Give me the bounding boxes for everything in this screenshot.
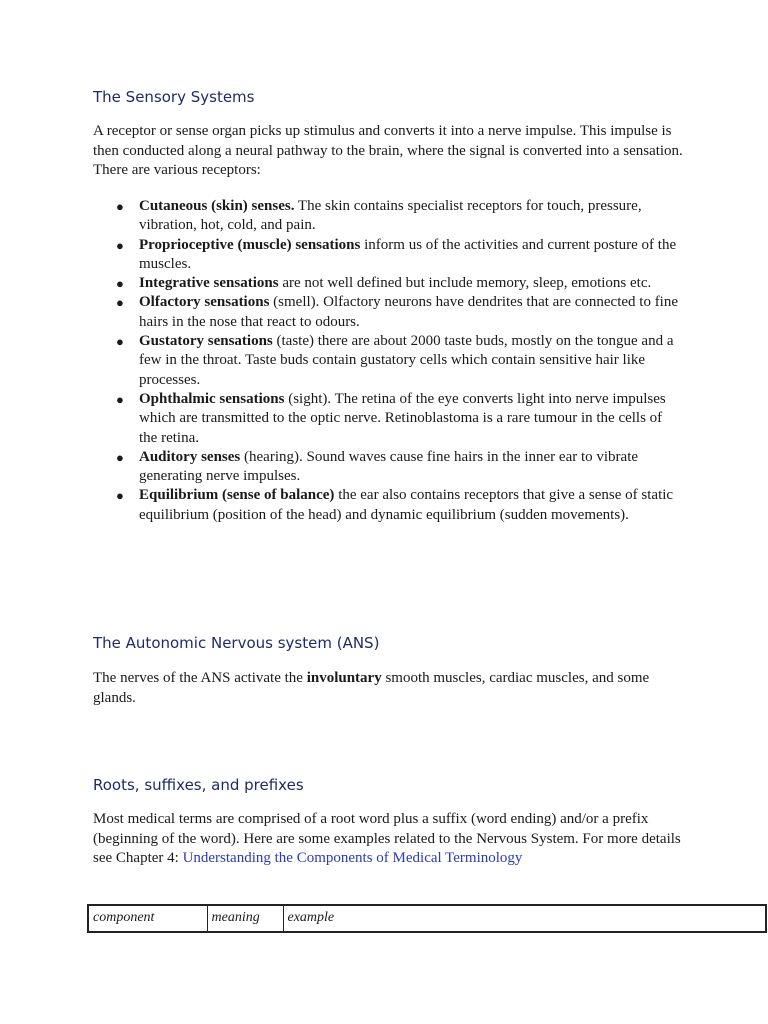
ans-heading: The Autonomic Nervous system (ANS): [93, 634, 380, 652]
ans-paragraph: [93, 669, 683, 708]
item-term: Cutaneous (skin) senses.: [139, 198, 295, 214]
bullet-icon: ●: [116, 488, 124, 504]
item-term: Integrative sensations: [139, 275, 279, 292]
item-text: (sight). The retina of the eye converts light into nerve impulses which are transmitted to the optic nerve. Retinoblastoma is a rare tumour in the cells of the retina.: [139, 390, 666, 446]
bullet-icon: ●: [116, 199, 124, 214]
roots-paragraph: [93, 810, 683, 869]
bullet-icon: ●: [116, 391, 124, 407]
item-text: (taste) there are about 2000 taste buds, mostly on the tongue and a few in the throat. Taste buds contain gustatory cells which contain sensitive hair like processes.: [139, 333, 674, 388]
item-term: Olfactory sensations: [139, 294, 270, 311]
list-item: [93, 332, 683, 390]
ans-text-after: smooth muscles, cardiac muscles, and some glands.: [93, 670, 650, 706]
bullet-icon: ●: [116, 295, 124, 311]
list-item: [93, 274, 683, 293]
sensory-intro: A receptor or sense organ picks up stimulus and converts it into a nerve impulse. This impulse is then conducted along a neural pathway to the brain, where the signal is converted into a sensation. There are various receptors:: [93, 123, 683, 178]
header-component: component: [88, 905, 207, 932]
roots-text: Most medical terms are comprised of a root word plus a suffix (word ending) and/or a prefix (beginning of the word). Here are some examples related to the Nervous System. For more details see Chapter 4:: [93, 811, 681, 866]
item-term: Equilibrium (sense of balance): [139, 487, 335, 504]
terms-table: [87, 904, 767, 933]
bullet-icon: ●: [116, 237, 124, 253]
item-term: Auditory senses: [139, 448, 241, 465]
item-text: (hearing). Sound waves cause fine hairs in the inner ear to vibrate generating nerve impulses.: [139, 448, 639, 485]
item-text: The skin contains specialist receptors for touch, pressure, vibration, hot, cold, and pain.: [139, 198, 642, 234]
list-item: [93, 390, 683, 448]
item-text: (smell). Olfactory neurons have dendrites that are connected to fine hairs in the nose that react to odours.: [139, 294, 679, 330]
table-header-row: [88, 905, 766, 932]
item-text: inform us of the activities and current posture of the muscles.: [139, 236, 677, 272]
medical-terminology-link[interactable]: Understanding the Components of Medical Terminology: [182, 850, 523, 866]
item-term: Ophthalmic sensations: [139, 390, 285, 407]
header-meaning: meaning: [207, 905, 283, 932]
list-item: [93, 236, 683, 275]
bullet-icon: ●: [116, 276, 124, 292]
bullet-icon: ●: [116, 334, 124, 350]
header-example: example: [283, 905, 766, 932]
item-term: Gustatory sensations: [139, 333, 273, 350]
list-item: [93, 293, 683, 332]
roots-heading: Roots, suffixes, and prefixes: [93, 776, 304, 794]
sensory-heading: The Sensory Systems: [93, 88, 255, 106]
list-item: [93, 197, 683, 236]
item-text: are not well defined but include memory, sleep, emotions etc.: [278, 275, 652, 292]
list-item: [93, 448, 683, 487]
bullet-icon: ●: [116, 449, 124, 465]
ans-bold: involuntary: [306, 670, 382, 686]
sensory-list: [93, 197, 683, 525]
list-item: [93, 486, 683, 525]
item-text: the ear also contains receptors that give a sense of static equilibrium (position of the head) and dynamic equilibrium (sudden movements).: [139, 487, 674, 523]
ans-text-before: The nerves of the ANS activate the: [93, 670, 307, 686]
item-term: Proprioceptive (muscle) sensations: [139, 236, 361, 253]
